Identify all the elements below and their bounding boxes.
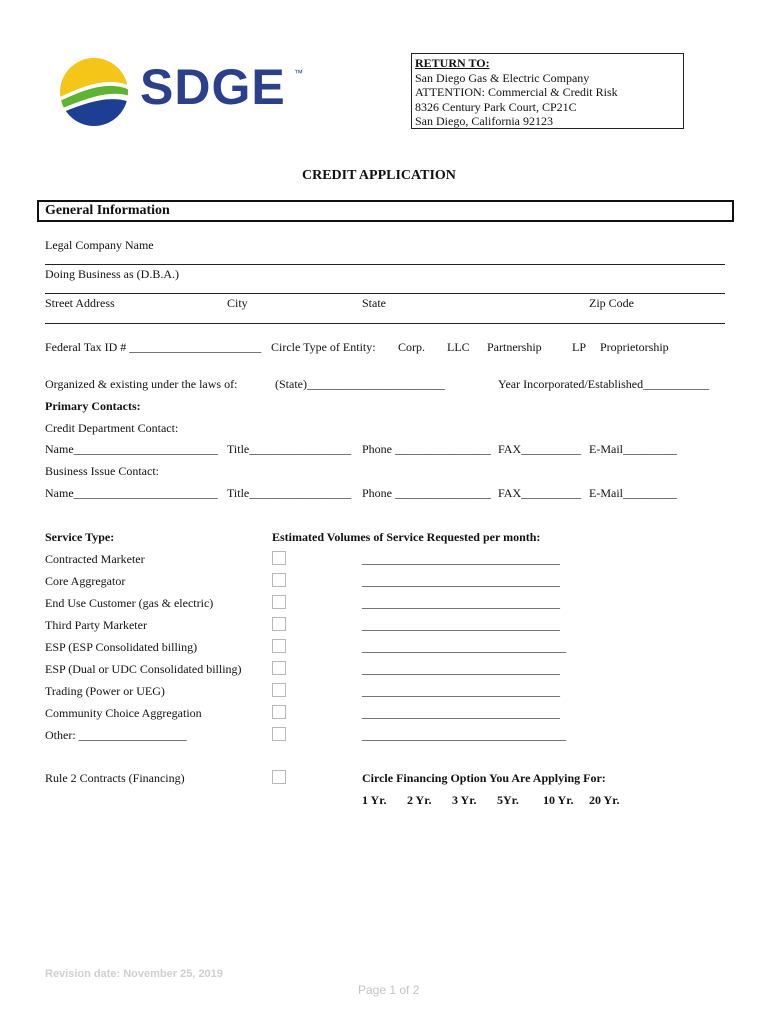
service-checkbox-esp-consolidated[interactable] bbox=[272, 639, 286, 653]
service-item-other-field[interactable]: Other: __________________ bbox=[45, 728, 187, 742]
financing-option-10yr[interactable]: 10 Yr. bbox=[543, 793, 574, 807]
return-address-line: San Diego, California 92123 bbox=[415, 114, 553, 128]
financing-option-20yr[interactable]: 20 Yr. bbox=[589, 793, 620, 807]
service-checkbox-community-choice[interactable] bbox=[272, 705, 286, 719]
service-item-label: Contracted Marketer bbox=[45, 552, 145, 566]
business-contact-email-field[interactable]: E-Mail_________ bbox=[589, 486, 677, 500]
primary-contacts-heading: Primary Contacts: bbox=[45, 399, 141, 413]
volume-field[interactable]: _________________________________ bbox=[362, 574, 560, 588]
sdge-logo-mark-icon bbox=[58, 56, 130, 128]
financing-option-1yr[interactable]: 1 Yr. bbox=[362, 793, 387, 807]
business-contact-fax-field[interactable]: FAX__________ bbox=[498, 486, 582, 500]
street-address-label: Street Address bbox=[45, 296, 115, 310]
service-checkbox-contracted-marketer[interactable] bbox=[272, 551, 286, 565]
zip-code-label: Zip Code bbox=[589, 296, 634, 310]
financing-option-5yr[interactable]: 5Yr. bbox=[497, 793, 519, 807]
return-address-line: ATTENTION: Commercial & Credit Risk bbox=[415, 85, 618, 99]
business-contact-label: Business Issue Contact: bbox=[45, 464, 159, 478]
sdge-logo bbox=[58, 56, 308, 130]
volume-field[interactable]: _________________________________ bbox=[362, 662, 560, 676]
financing-option-2yr[interactable]: 2 Yr. bbox=[407, 793, 432, 807]
volume-field[interactable]: _________________________________ bbox=[362, 596, 560, 610]
organized-under-label: Organized & existing under the laws of: bbox=[45, 377, 238, 391]
service-checkbox-end-use-customer[interactable] bbox=[272, 595, 286, 609]
entity-option-llc[interactable]: LLC bbox=[447, 340, 470, 354]
section-title: General Information bbox=[45, 203, 170, 218]
state-of-organization-field[interactable]: (State)_______________________ bbox=[275, 377, 445, 391]
service-item-label: Third Party Marketer bbox=[45, 618, 147, 632]
legal-name-field[interactable] bbox=[45, 264, 725, 265]
return-address-line: 8326 Century Park Court, CP21C bbox=[415, 99, 577, 114]
financing-option-3yr[interactable]: 3 Yr. bbox=[452, 793, 477, 807]
credit-contact-name-field[interactable]: Name________________________ bbox=[45, 442, 218, 456]
service-item-label: End Use Customer (gas & electric) bbox=[45, 596, 214, 610]
rule2-checkbox[interactable] bbox=[272, 770, 286, 784]
trademark-symbol: ™ bbox=[294, 68, 303, 78]
entity-option-corp[interactable]: Corp. bbox=[398, 340, 425, 354]
form-title: CREDIT APPLICATION bbox=[302, 168, 456, 183]
service-checkbox-core-aggregator[interactable] bbox=[272, 573, 286, 587]
service-item-label: Community Choice Aggregation bbox=[45, 706, 202, 720]
state-label: State bbox=[362, 296, 386, 310]
business-contact-phone-field[interactable]: Phone ________________ bbox=[362, 486, 491, 500]
entity-type-prompt: Circle Type of Entity: bbox=[271, 340, 376, 354]
return-address-box bbox=[411, 53, 684, 129]
federal-tax-id-field[interactable]: Federal Tax ID # ______________________ bbox=[45, 340, 262, 354]
year-incorporated-field[interactable]: Year Incorporated/Established___________ bbox=[498, 377, 710, 391]
legal-name-label: Legal Company Name bbox=[45, 238, 154, 252]
service-checkbox-third-party-marketer[interactable] bbox=[272, 617, 286, 631]
return-to-heading: RETURN TO: bbox=[415, 56, 490, 70]
volume-field[interactable]: _________________________________ bbox=[362, 618, 560, 632]
credit-contact-fax-field[interactable]: FAX__________ bbox=[498, 442, 582, 456]
city-label: City bbox=[227, 296, 248, 310]
credit-contact-email-field[interactable]: E-Mail_________ bbox=[589, 442, 677, 456]
volume-field[interactable]: __________________________________ bbox=[362, 640, 566, 654]
business-contact-name-field[interactable]: Name________________________ bbox=[45, 486, 218, 500]
entity-option-lp[interactable]: LP bbox=[572, 340, 587, 354]
credit-contact-label: Credit Department Contact: bbox=[45, 421, 179, 435]
dba-label: Doing Business as (D.B.A.) bbox=[45, 267, 179, 281]
sdge-wordmark: SDGE bbox=[140, 59, 286, 115]
service-checkbox-trading[interactable] bbox=[272, 683, 286, 697]
address-field[interactable] bbox=[45, 323, 725, 324]
volume-field[interactable]: _________________________________ bbox=[362, 552, 560, 566]
service-item-label: Trading (Power or UEG) bbox=[45, 684, 165, 698]
service-checkbox-esp-dual-udc[interactable] bbox=[272, 661, 286, 675]
volume-field[interactable]: _________________________________ bbox=[362, 684, 560, 698]
credit-contact-title-field[interactable]: Title_________________ bbox=[227, 442, 352, 456]
estimated-volumes-heading: Estimated Volumes of Service Requested per month: bbox=[272, 530, 541, 544]
business-contact-title-field[interactable]: Title_________________ bbox=[227, 486, 352, 500]
service-item-label: ESP (ESP Consolidated billing) bbox=[45, 640, 198, 654]
volume-field[interactable]: __________________________________ bbox=[362, 728, 566, 742]
return-address-line: San Diego Gas & Electric Company bbox=[415, 70, 590, 85]
dba-field[interactable] bbox=[45, 293, 725, 294]
credit-contact-phone-field[interactable]: Phone ________________ bbox=[362, 442, 491, 456]
volume-field[interactable]: _________________________________ bbox=[362, 706, 560, 720]
general-information-header bbox=[37, 200, 734, 222]
entity-option-partnership[interactable]: Partnership bbox=[487, 340, 542, 354]
service-item-label: Core Aggregator bbox=[45, 574, 126, 588]
service-item-label: ESP (Dual or UDC Consolidated billing) bbox=[45, 662, 242, 676]
rule2-label: Rule 2 Contracts (Financing) bbox=[45, 771, 185, 785]
page-number: Page 1 of 2 bbox=[358, 983, 420, 997]
service-checkbox-other[interactable] bbox=[272, 727, 286, 741]
financing-option-heading: Circle Financing Option You Are Applying For: bbox=[362, 771, 606, 785]
service-type-heading: Service Type: bbox=[45, 530, 115, 544]
entity-option-proprietorship[interactable]: Proprietorship bbox=[600, 340, 669, 354]
revision-date: Revision date: November 25, 2019 bbox=[45, 968, 223, 980]
